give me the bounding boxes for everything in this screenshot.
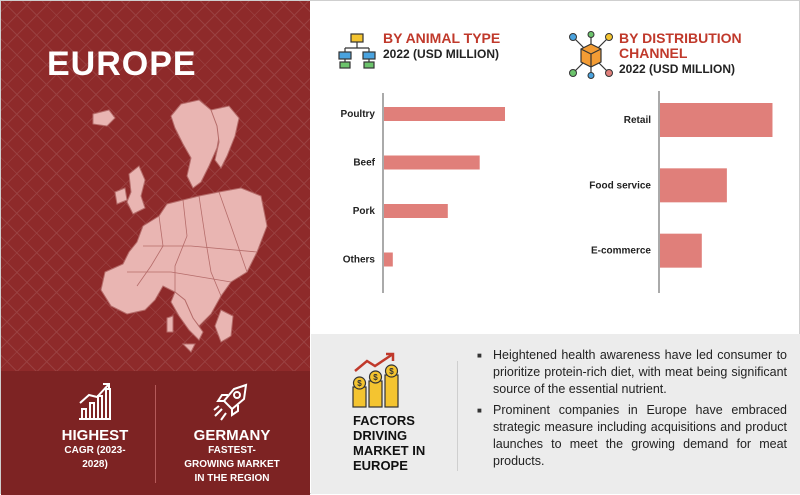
bar (384, 156, 480, 170)
svg-text:$: $ (373, 373, 378, 382)
europe-map-icon (71, 96, 271, 366)
stat-germany (177, 381, 287, 486)
growth-chart-icon (75, 381, 115, 423)
region-title: EUROPE (47, 45, 197, 83)
distribution-header (567, 31, 749, 79)
category-label: Beef (353, 157, 375, 169)
category-label: Others (342, 254, 375, 266)
stat-cagr (45, 381, 145, 472)
rocket-icon (212, 381, 252, 423)
bar (384, 204, 448, 218)
bar (384, 253, 393, 267)
stat-germany-subtitle: FASTEST-GROWING MARKET IN THE REGION (184, 445, 280, 484)
distribution-box-icon (567, 31, 615, 79)
category-label: Pork (352, 206, 375, 217)
stat-germany-title: GERMANY (193, 427, 271, 444)
svg-text:$: $ (357, 379, 362, 388)
drivers-divider (457, 361, 458, 471)
stat-cagr-subtitle: CAGR (2023-2028) (64, 445, 126, 470)
bar (384, 107, 505, 121)
distribution-chart (561, 91, 796, 296)
animal-type-subtitle: 2022 (USD MILLION) (383, 47, 500, 61)
category-label: E-commerce (590, 245, 651, 257)
category-label: Poultry (340, 109, 375, 120)
bar (660, 234, 702, 268)
driver-bullet: ■ Heightened health awareness have led consumer to prioritize protein-rich diet, with meat being significant source of the essential nutrient. (477, 347, 787, 398)
bar (660, 168, 727, 202)
animal-type-chart (311, 91, 526, 296)
svg-text:$: $ (389, 367, 394, 376)
coins-growth-icon (349, 351, 403, 409)
distribution-title: BY DISTRIBUTION CHANNEL (619, 30, 742, 61)
category-label: Food service (589, 180, 651, 192)
org-chart-icon (337, 31, 377, 71)
category-label: Retail (623, 115, 651, 126)
stat-cagr-title: HIGHEST (61, 427, 129, 444)
drivers-list (477, 347, 787, 474)
animal-type-title: BY ANIMAL TYPE (383, 30, 501, 46)
driver-bullet: ■ Prominent companies in Europe have embraced strategic measure including acquisitions and product launches to meet the growing demand for meat products. (477, 402, 787, 470)
region-panel (1, 1, 310, 495)
animal-type-header (337, 31, 500, 71)
drivers-label: FACTORS DRIVING MARKET IN EUROPE (353, 413, 426, 473)
distribution-subtitle: 2022 (USD MILLION) (619, 62, 736, 76)
bar (660, 103, 772, 137)
stats-divider (155, 385, 156, 483)
